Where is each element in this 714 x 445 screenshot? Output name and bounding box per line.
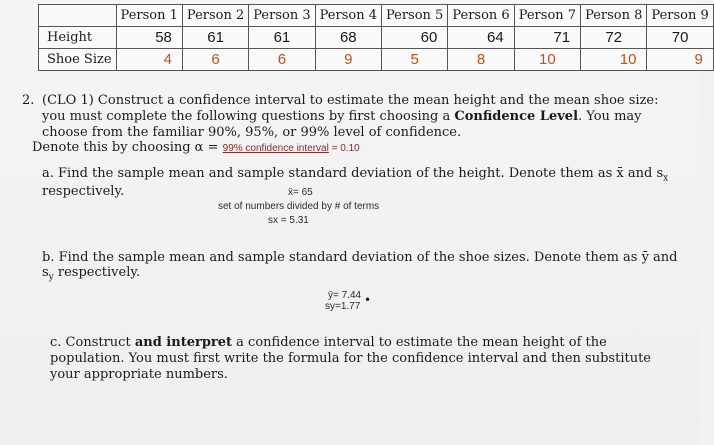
table-cell: 68 bbox=[315, 27, 381, 49]
part-a-answer-sd: sx = 5.31 bbox=[268, 215, 309, 226]
row-label: Height bbox=[39, 27, 117, 49]
table-row bbox=[39, 27, 714, 49]
row-label: Shoe Size bbox=[39, 49, 117, 71]
table-header-cell: Person 2 bbox=[182, 5, 248, 27]
table-cell: 60 bbox=[381, 27, 447, 49]
table-cell: 72 bbox=[581, 27, 647, 49]
question-2 bbox=[22, 93, 682, 141]
table-header-cell: Person 5 bbox=[381, 5, 447, 27]
table-header-cell: Person 1 bbox=[116, 5, 182, 27]
table-header-cell: Person 4 bbox=[315, 5, 381, 27]
table-row bbox=[39, 49, 714, 71]
table-cell: 71 bbox=[514, 27, 580, 49]
question-text: (CLO 1) Construct a confidence interval to estimate the mean height and the mean shoe size: you must complete the following questions by first choosing a Confidence Level. You may choose from the familiar 90%, 95%, or 99% level of confidence. bbox=[42, 93, 659, 140]
part-c-prompt: c. Construct and interpret a confidence interval to estimate the mean height of the population. You must first write the formula for the confidence interval and then substitute your appropriate numbers. bbox=[50, 335, 651, 382]
table-header-cell: Person 6 bbox=[448, 5, 514, 27]
table-cell: 9 bbox=[647, 49, 713, 71]
table-header-cell: Person 7 bbox=[514, 5, 580, 27]
part-b-prompt: b. Find the sample mean and sample standard deviation of the shoe sizes. Denote them as ȳ and $s_y$ respectively. bbox=[42, 250, 678, 283]
table-cell: 70 bbox=[647, 27, 713, 49]
table-corner-cell bbox=[39, 5, 117, 27]
table-cell: 10 bbox=[581, 49, 647, 71]
table-header-cell: Person 9 bbox=[647, 5, 713, 27]
question-number: 2. bbox=[22, 93, 35, 108]
table-header-cell: Person 3 bbox=[249, 5, 315, 27]
table-header-cell: Person 8 bbox=[581, 5, 647, 27]
table-cell: 6 bbox=[182, 49, 248, 71]
part-a-answer-note: set of numbers divided by # of terms bbox=[218, 201, 380, 212]
table-header-row bbox=[39, 5, 714, 27]
stray-dot: • bbox=[364, 293, 372, 307]
table-cell: 5 bbox=[381, 49, 447, 71]
denote-alpha: Denote this by choosing α = 99% confidence interval = 0.10 bbox=[32, 140, 360, 155]
table-cell: 61 bbox=[249, 27, 315, 49]
table-cell: 61 bbox=[182, 27, 248, 49]
table-cell: 9 bbox=[315, 49, 381, 71]
table-cell: 64 bbox=[448, 27, 514, 49]
table-cell: 6 bbox=[249, 49, 315, 71]
part-b-answer-sd: sy=1.77 bbox=[325, 301, 361, 312]
part-a-answer-mean: x̄= 65 bbox=[288, 187, 313, 198]
table-cell: 4 bbox=[116, 49, 182, 71]
data-table bbox=[38, 4, 714, 71]
table-cell: 8 bbox=[448, 49, 514, 71]
part-a-prompt: a. Find the sample mean and sample standard deviation of the height. Denote them as x̄ and $s_x$ respectively. bbox=[42, 166, 669, 199]
part-b-answer-mean: ȳ= 7.44 bbox=[328, 290, 362, 301]
table-cell: 10 bbox=[514, 49, 580, 71]
table-cell: 58 bbox=[116, 27, 182, 49]
alpha-answer: 99% confidence interval = 0.10 bbox=[222, 143, 360, 154]
